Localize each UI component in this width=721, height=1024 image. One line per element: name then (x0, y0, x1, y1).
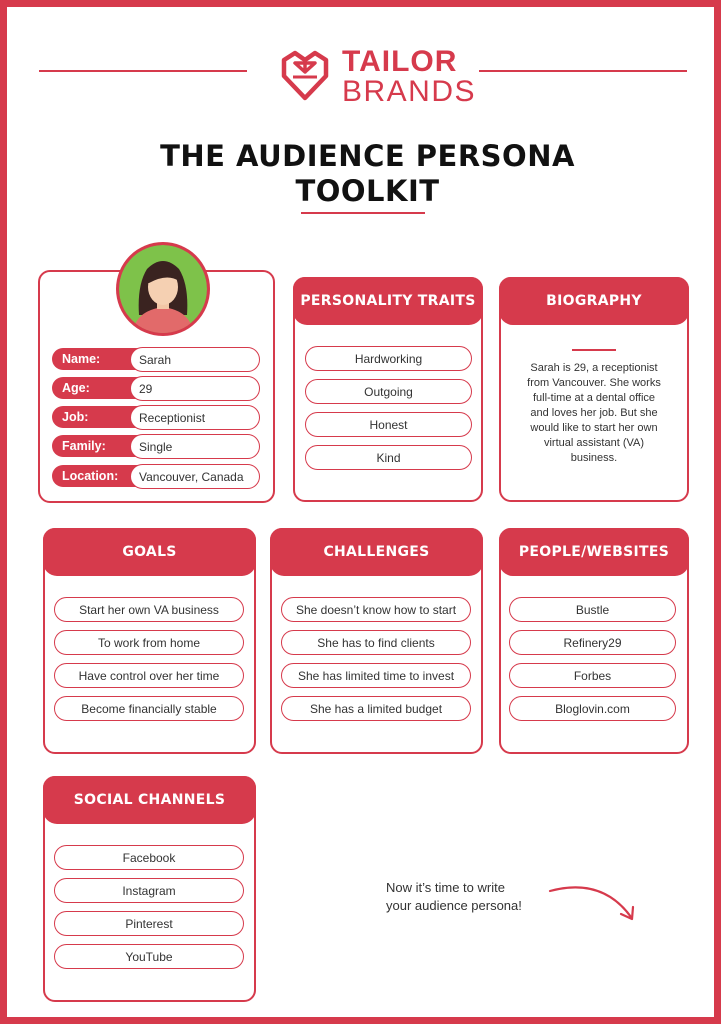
header-rule-right (479, 70, 687, 72)
biography-text: Sarah is 29, a receptionist from Vancouver. She works full-time at a dental office and loves her job. But she would like to start her own virtual assistant (VA) business. (527, 362, 661, 464)
trait-item: Kind (305, 445, 472, 470)
goal-item: Have control over her time (54, 663, 244, 688)
social-channels-title: SOCIAL CHANNELS (43, 776, 256, 824)
value-name: Sarah (130, 347, 260, 372)
label-age: Age: (52, 377, 164, 399)
call-to-action (386, 879, 522, 915)
biography-title: BIOGRAPHY (499, 277, 689, 325)
website-item: Bloglovin.com (509, 696, 676, 721)
trait-item: Honest (305, 412, 472, 437)
website-item: Bustle (509, 597, 676, 622)
woman-avatar-icon (119, 245, 207, 333)
social-item: Facebook (54, 845, 244, 870)
value-location: Vancouver, Canada (130, 464, 260, 489)
personality-card (293, 277, 483, 502)
challenge-item: She has limited time to invest (281, 663, 471, 688)
goals-card (43, 528, 256, 754)
goal-item: Start her own VA business (54, 597, 244, 622)
brand-wordmark (342, 47, 476, 107)
tailor-brands-logo-icon (279, 50, 331, 102)
biography-divider (572, 349, 616, 351)
brand-line1: TAILOR (342, 45, 458, 78)
label-family: Family: (52, 435, 164, 457)
label-job: Job: (52, 406, 164, 428)
goal-item: Become financially stable (54, 696, 244, 721)
label-name: Name: (52, 348, 164, 370)
title-line1: THE AUDIENCE PERSONA (160, 139, 575, 173)
challenges-card (270, 528, 483, 754)
goal-item: To work from home (54, 630, 244, 655)
cta-line1: Now it’s time to write (386, 880, 505, 895)
value-family: Single (130, 434, 260, 459)
people-websites-title: PEOPLE/WEBSITES (499, 528, 689, 576)
personality-title: PERSONALITY TRAITS (293, 277, 483, 325)
people-websites-card (499, 528, 689, 754)
biography-card (499, 277, 689, 502)
label-location: Location: (52, 465, 164, 487)
title-underline (301, 212, 425, 214)
title-line2: TOOLKIT (295, 174, 440, 208)
brand-line2: BRANDS (342, 75, 477, 108)
challenge-item: She doesn’t know how to start (281, 597, 471, 622)
challenge-item: She has a limited budget (281, 696, 471, 721)
challenges-title: CHALLENGES (270, 528, 483, 576)
avatar (116, 242, 210, 336)
social-item: YouTube (54, 944, 244, 969)
social-item: Instagram (54, 878, 244, 903)
value-age: 29 (130, 376, 260, 401)
curved-arrow-icon (547, 881, 642, 926)
header-rule-left (39, 70, 247, 72)
challenge-item: She has to find clients (281, 630, 471, 655)
cta-line2: your audience persona! (386, 898, 522, 913)
value-job: Receptionist (130, 405, 260, 430)
page-title (7, 139, 721, 209)
website-item: Refinery29 (509, 630, 676, 655)
goals-title: GOALS (43, 528, 256, 576)
social-channels-card (43, 776, 256, 1002)
social-item: Pinterest (54, 911, 244, 936)
website-item: Forbes (509, 663, 676, 688)
trait-item: Outgoing (305, 379, 472, 404)
trait-item: Hardworking (305, 346, 472, 371)
